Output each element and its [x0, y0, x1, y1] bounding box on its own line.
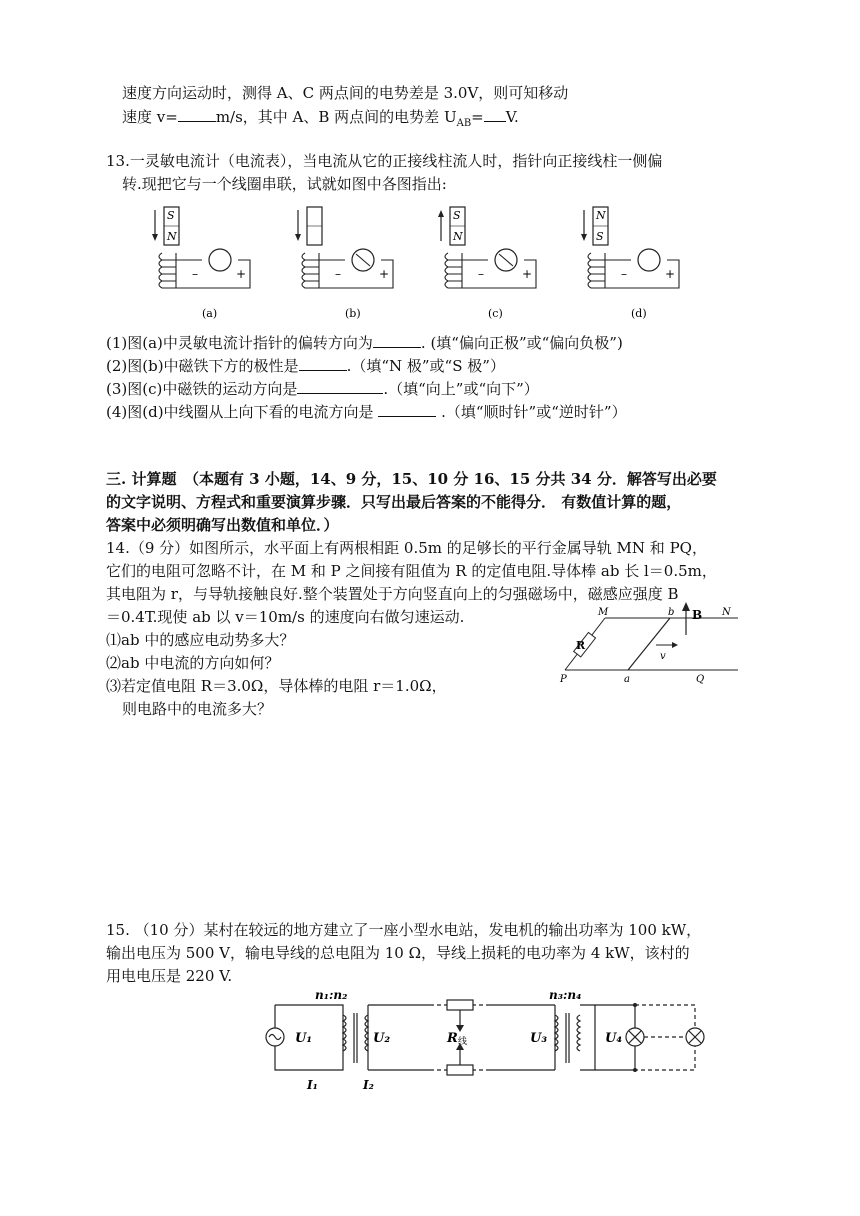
label-N: N [722, 607, 731, 618]
q14-sub4: 则电路中的电流多大？ [122, 700, 273, 718]
coil-figure [438, 207, 536, 320]
label-P: P [560, 674, 567, 685]
q15-line2: 输出电压为 500 V，输电导线的总电阻为 10 Ω，导线上损耗的电功率为 4 kW，该村的 [106, 944, 690, 962]
coil-figure [581, 207, 679, 320]
q13-line1: 13.一灵敏电流计（电流表），当电流从它的正接线柱流人时，指针向正接线柱一侧偏 [106, 152, 663, 170]
label-U3: U₃ [530, 1031, 548, 1046]
plus-terminal: + [522, 267, 533, 281]
q13-line2: 转.现把它与一个线圈串联，试就如图中各图指出: [122, 175, 447, 193]
label-M: M [598, 607, 609, 618]
label-R-line-sub: 线 [458, 1037, 468, 1047]
section3-line1: 三. 计算题 （本题有 3 小题，14、9 分，15、10 分 16、15 分共 34 分．解答写出必要 [106, 470, 717, 488]
magnet-pole-label: S [596, 230, 604, 243]
q13-sub2: (2)图(b)中磁铁下方的极性是 .（填“N 极”或“S 极”） [106, 354, 505, 377]
label-Q: Q [696, 674, 705, 685]
answer-blank-13-1[interactable] [373, 331, 421, 348]
label-R: R [576, 639, 586, 652]
q14-sub2: ⑵ab 中电流的方向如何？ [106, 654, 280, 672]
magnet-pole-label: N [596, 209, 606, 222]
q14-line2: 它们的电阻可忽略不计，在 M 和 P 之间接有阻值为 R 的定值电阻.导体棒 ab 长 l＝0.5m， [106, 562, 717, 580]
label-U4: U₄ [605, 1031, 623, 1046]
label-I2: I₂ [363, 1078, 374, 1092]
coil-figure [295, 207, 393, 320]
magnet-pole-label: S [453, 209, 461, 222]
minus-terminal: – [621, 267, 627, 281]
plus-terminal: + [379, 267, 390, 281]
answer-blank-velocity[interactable] [178, 105, 216, 122]
label-U2: U₂ [373, 1031, 391, 1046]
q15-line1: 15. （10 分）某村在较远的地方建立了一座小型水电站，发电机的输出功率为 100 kW， [106, 921, 702, 939]
plus-terminal: + [665, 267, 676, 281]
coil-figure [152, 207, 250, 320]
label-R-line: R [447, 1031, 458, 1046]
label-b: b [668, 607, 675, 618]
label-U1: U₁ [295, 1031, 313, 1046]
magnet-pole-label: N [453, 230, 463, 243]
q12-line1: 速度方向运动时，测得 A、C 两点间的电势差是 3.0V，则可知移动 [122, 84, 569, 102]
label-a: a [624, 674, 630, 685]
magnet-pole-label: N [167, 230, 177, 243]
figure-caption: (b) [345, 307, 361, 320]
label-B: B [692, 608, 703, 622]
q13-sub4: (4)图(d)中线圈从上向下看的电流方向是 .（填“顺时针”或“逆时针”） [106, 400, 627, 423]
label-n12: n₁:n₂ [315, 988, 348, 1002]
q13-coil-figures [150, 205, 680, 325]
minus-terminal: – [335, 267, 341, 281]
q12-line2: 速度 v= m/s，其中 A、B 两点间的电势差 $U_{AB}= V$. [122, 105, 519, 135]
answer-blank-uab[interactable] [484, 105, 506, 122]
q14-sub3: ⑶若定值电阻 R＝3.0Ω，导体棒的电阻 r＝1.0Ω， [106, 677, 447, 695]
section3-line2: 的文字说明、方程式和重要演算步骤．只写出最后答案的不能得分． 有数值计算的题， [106, 493, 682, 511]
q15-line3: 用电电压是 220 V. [106, 967, 233, 985]
q14-line3: 其电阻为 r，与导轨接触良好.整个装置处于方向竖直向上的匀强磁场中，磁感应强度 B [106, 585, 679, 603]
q14-line1: 14.（9 分）如图所示，水平面上有两根相距 0.5m 的足够长的平行金属导轨 MN 和 PQ， [106, 539, 707, 557]
label-v: v [660, 651, 666, 662]
minus-terminal: – [192, 267, 198, 281]
label-I1: I₁ [307, 1078, 318, 1092]
figure-caption: (c) [488, 307, 503, 320]
label-n34: n₃:n₄ [549, 988, 582, 1002]
minus-terminal: – [478, 267, 484, 281]
q13-sub1: (1)图(a)中灵敏电流计指针的偏转方向为 . (填“偏向正极”或“偏向负极”) [106, 331, 623, 354]
plus-terminal: + [236, 267, 247, 281]
q15-transmission-diagram [255, 985, 725, 1093]
answer-blank-13-3[interactable] [297, 377, 383, 394]
q14-sub1: ⑴ab 中的感应电动势多大？ [106, 631, 295, 649]
section3-line3: 答案中必须明确写出数值和单位．） [106, 516, 339, 534]
q14-rail-diagram [560, 605, 740, 685]
q14-line4: ＝0.4T.现使 ab 以 v＝10m/s 的速度向右做匀速运动. [106, 608, 465, 626]
q13-sub3: (3)图(c)中磁铁的运动方向是 .（填“向上”或“向下”） [106, 377, 539, 400]
figure-caption: (d) [631, 307, 647, 320]
answer-blank-13-2[interactable] [299, 354, 347, 371]
answer-blank-13-4[interactable] [378, 400, 436, 417]
figure-caption: (a) [202, 307, 218, 320]
magnet-pole-label: S [167, 209, 175, 222]
